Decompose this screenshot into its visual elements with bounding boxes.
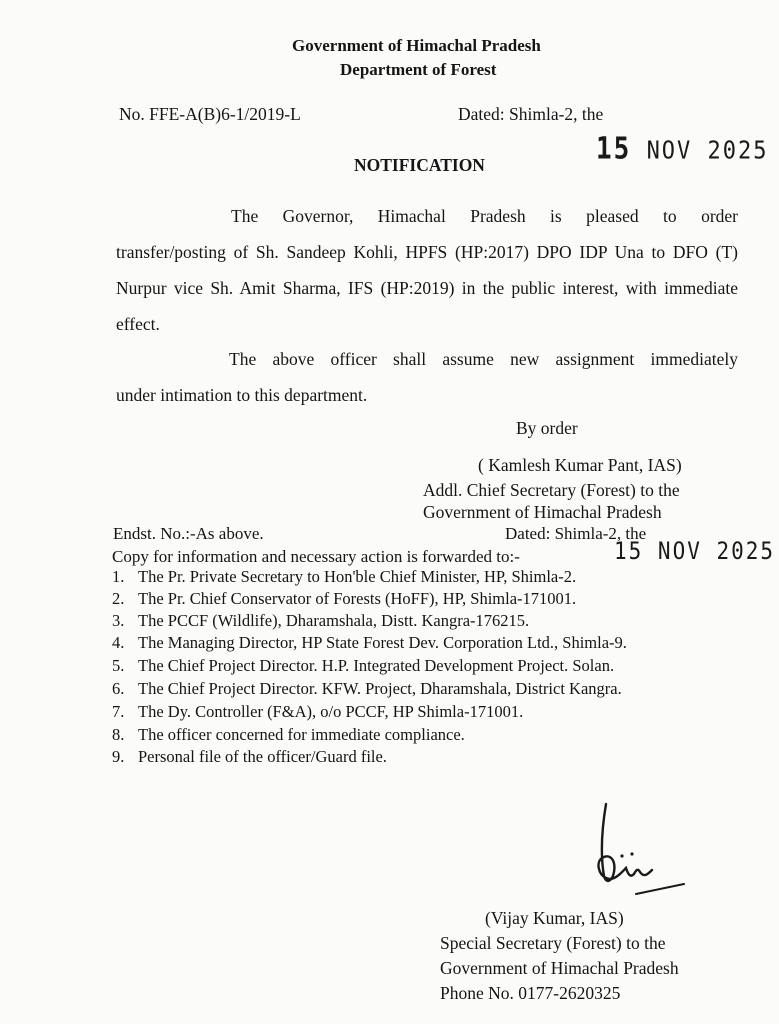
department-heading: Department of Forest: [340, 60, 497, 79]
list-item: 4. The Managing Director, HP State Forest Dev. Corporation Ltd., Shimla-9.: [112, 633, 627, 652]
list-item: 5. The Chief Project Director. H.P. Integrated Development Project. Solan.: [112, 656, 615, 675]
signatory2-phone: Phone No. 0177-2620325: [440, 983, 621, 1003]
signatory2-government: Government of Himachal Pradesh: [440, 958, 679, 978]
endorsement-number: Endst. No.:-As above.: [113, 524, 264, 543]
list-item: 8. The officer concerned for immediate compliance.: [112, 725, 465, 744]
govt-heading: Government of Himachal Pradesh: [292, 36, 541, 55]
para1-first-line: The Governor, Himachal Pradesh is pleased to order: [231, 206, 738, 226]
list-item: 3. The PCCF (Wildlife), Dharamshala, Distt. Kangra-176215.: [112, 611, 530, 630]
list-item: 6. The Chief Project Director. KFW. Project, Dharamshala, District Kangra.: [112, 679, 622, 698]
signatory1-government: Government of Himachal Pradesh: [423, 502, 662, 522]
list-item: 7. The Dy. Controller (F&A), o/o PCCF, HP Shimla-171001.: [112, 702, 524, 721]
list-item: 9. Personal file of the officer/Guard file.: [112, 747, 387, 766]
reference-date-label: Dated: Shimla-2, the: [458, 104, 604, 124]
copy-forward-intro: Copy for information and necessary action is forwarded to:-: [112, 547, 520, 566]
para2-first-line: The above officer shall assume new assignment immediately: [229, 349, 738, 369]
list-item: 1. The Pr. Private Secretary to Hon'ble Chief Minister, HP, Shimla-2.: [112, 567, 577, 586]
endorsement-date-stamp: 15 NOV 2025: [614, 537, 776, 565]
by-order: By order: [516, 418, 578, 438]
signatory1-designation: Addl. Chief Secretary (Forest) to the: [423, 480, 680, 500]
signatory2-designation: Special Secretary (Forest) to the: [440, 933, 666, 953]
reference-number: No. FFE-A(B)6-1/2019-L: [119, 104, 301, 124]
list-item: 2. The Pr. Chief Conservator of Forests (HoFF), HP, Shimla-171001.: [112, 589, 577, 608]
date-stamp: [596, 132, 769, 167]
date-stamp-day: 15: [596, 132, 632, 167]
signatory1-name: ( Kamlesh Kumar Pant, IAS): [478, 455, 682, 475]
handwritten-signature: [592, 798, 692, 898]
endorsement-date-label: Dated: Shimla-2, the: [505, 524, 647, 543]
para1-continuation: transfer/posting of Sh. Sandeep Kohli, HPFS (HP:2017) DPO IDP Una to DFO (T) Nurpur vice Sh. Amit Sharma, IFS (HP:2019) in the public interest, with immediate effect.: [116, 242, 738, 334]
body-paragraph-2: [116, 341, 738, 413]
document-title: NOTIFICATION: [354, 155, 485, 175]
para2-continuation: under intimation to this department.: [116, 385, 368, 405]
signatory2-name: (Vijay Kumar, IAS): [485, 908, 624, 928]
date-stamp-month-year: NOV 2025: [646, 136, 769, 166]
body-paragraph-1: [116, 198, 738, 342]
